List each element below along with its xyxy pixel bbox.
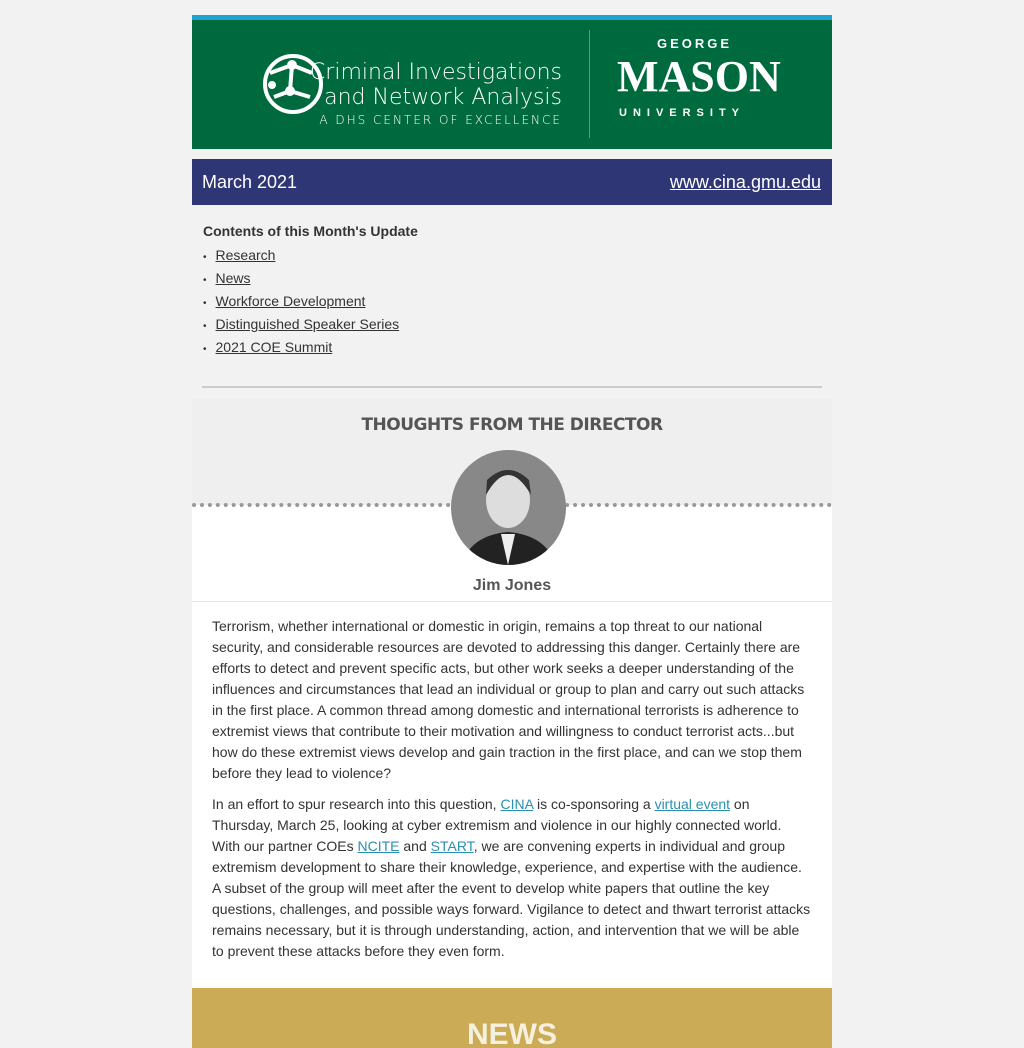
director-name: Jim Jones bbox=[472, 577, 552, 594]
list-item bbox=[203, 245, 821, 268]
news-heading: NEWS bbox=[467, 1018, 557, 1048]
list-item bbox=[203, 314, 821, 337]
gmu-university: UNIVERSITY bbox=[619, 107, 746, 119]
virtual-event-link[interactable]: virtual event bbox=[654, 796, 731, 812]
gmu-mason: MASON bbox=[617, 52, 781, 101]
director-photo bbox=[451, 450, 566, 565]
date-bar bbox=[192, 159, 832, 205]
text: is co-sponsoring a bbox=[533, 796, 655, 812]
divider bbox=[589, 30, 590, 138]
news-banner bbox=[192, 988, 832, 1048]
cina-line2: and Network Analysis bbox=[324, 85, 562, 110]
cina-line1: Criminal Investigations bbox=[309, 60, 562, 85]
director-message bbox=[192, 601, 832, 988]
contents-title: Contents of this Month's Update bbox=[203, 223, 418, 239]
newsletter bbox=[192, 15, 832, 1048]
section-divider bbox=[202, 386, 822, 388]
contents-section bbox=[192, 205, 832, 360]
text: on Thursday, March 25, looking at cyber extremism and violence in our highly connected world. With our partner COEs bbox=[212, 796, 782, 854]
contents-link-research[interactable]: Research bbox=[215, 247, 276, 263]
paragraph: Terrorism, whether international or domestic in origin, remains a top threat to our national security, and considerable resources are devoted to addressing this danger. Certainly there are efforts to detect and prevent specific acts, but other work seeks a deeper understanding of the influences and circumstances that lead an individual or group to plan and carry out such attacks in the first place. A common thread among domestic and international terrorists is adherence to extremist views that contribute to their motivation and willingness to conduct terrorist acts...but how do these extremist views develop and gain traction in the first place, and can we stop them before they lead to violence? bbox=[212, 618, 805, 781]
gmu-logo bbox=[617, 36, 787, 136]
issue-date: March 2021 bbox=[202, 171, 298, 192]
start-link[interactable]: START bbox=[430, 838, 474, 854]
cina-link[interactable]: CINA bbox=[500, 796, 534, 812]
cina-subtitle: A DHS CENTER OF EXCELLENCE bbox=[319, 113, 562, 127]
contents-link-speaker-series[interactable]: Distinguished Speaker Series bbox=[215, 316, 400, 332]
text: , we are convening experts in individual and group extremism development to share their knowledge, experience, and expertise with the audience. A subset of the group will meet after the event to develop white papers that outline the key questions, challenges, and possible ways forward. Vigilance to detect and thwart terrorist attacks remains necessary, but it is through understanding, action, and intervention that we will be able to prevent these attacks before they even form. bbox=[212, 838, 811, 959]
list-item bbox=[203, 291, 821, 314]
contents-link-workforce[interactable]: Workforce Development bbox=[215, 293, 366, 309]
cina-title bbox=[310, 60, 562, 130]
text: In an effort to spur research into this question, bbox=[212, 796, 501, 812]
paragraph bbox=[212, 794, 812, 962]
director-heading: THOUGHTS FROM THE DIRECTOR bbox=[361, 415, 663, 435]
contents-link-news[interactable]: News bbox=[215, 270, 251, 286]
list-item bbox=[203, 337, 821, 360]
gmu-george: GEORGE bbox=[657, 36, 733, 51]
text: and bbox=[399, 838, 431, 854]
director-header bbox=[192, 399, 832, 601]
header-banner bbox=[192, 20, 832, 149]
website-link[interactable]: www.cina.gmu.edu bbox=[669, 171, 821, 192]
ncite-link[interactable]: NCITE bbox=[357, 838, 400, 854]
contents-link-summit[interactable]: 2021 COE Summit bbox=[215, 339, 333, 355]
list-item bbox=[203, 268, 821, 291]
